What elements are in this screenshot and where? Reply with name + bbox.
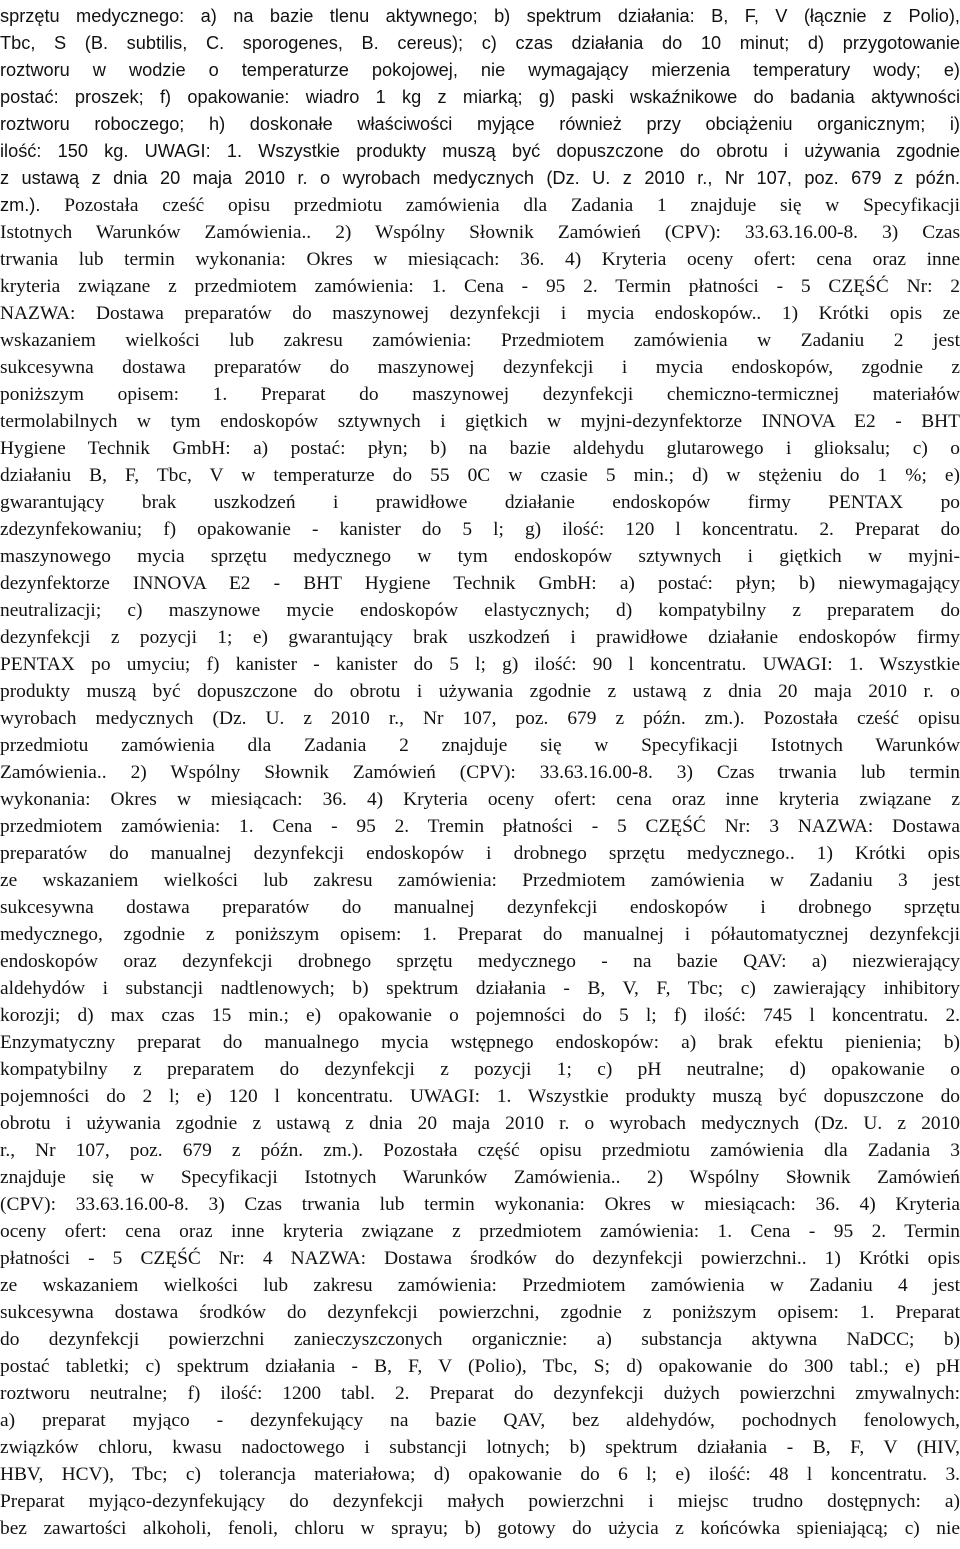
text-line bbox=[0, 273, 960, 300]
text-run-serif: przedmiotu zamówienia dla Zadania 2 znajduje się w Specyfikacji Istotnych Warunków bbox=[0, 735, 960, 756]
text-run-serif: medycznego, zgodnie z poniższym opisem: 1. Preparat do manualnej i półautomatycznej dezynfekcji bbox=[0, 924, 960, 945]
text-run-serif: Zamówienia.. 2) Wspólny Słownik Zamówień (CPV): 33.63.16.00-8. 3) Czas trwania lub termin bbox=[0, 762, 960, 783]
text-run-serif: Preparat myjąco-dezynfekujący do dezynfekcji małych powierzchni i miejsc trudno dostępnych: a) bbox=[0, 1491, 960, 1512]
text-run-serif: znajduje się w Specyfikacji Istotnych Warunków Zamówienia.. 2) Wspólny Słownik Zamówień bbox=[0, 1167, 960, 1188]
text-line bbox=[0, 1002, 960, 1029]
text-line bbox=[0, 1488, 960, 1515]
text-line bbox=[0, 1380, 960, 1407]
text-line bbox=[0, 1083, 960, 1110]
text-run-serif: aldehydów i substancji nadtlenowych; b) spektrum działania - B, V, F, Tbc; c) zawierający inhibitory bbox=[0, 978, 960, 999]
text-run-serif: Enzymatyczny preparat do manualnego mycia wstępnego endoskopów: a) brak efektu pienienia; b) bbox=[0, 1032, 960, 1053]
text-line bbox=[0, 84, 960, 111]
text-run-serif: neutralizacji; c) maszynowe mycie endoskopów elastycznych; d) kompatybilny z preparatem do bbox=[0, 600, 960, 621]
text-run-serif: postać tabletki; c) spektrum działania - B, F, V (Polio), Tbc, S; d) opakowanie do 300 tabl.; e) pH bbox=[0, 1356, 960, 1377]
text-run-sans: roztworu w wodzie o temperaturze pokojowej, nie wymagający mierzenia temperatury wody; e) bbox=[0, 60, 960, 80]
text-line bbox=[0, 1407, 960, 1434]
text-run-serif: kryteria związane z przedmiotem zamówienia: 1. Cena - 95 2. Termin płatności - 5 CZĘŚĆ Nr: 2 bbox=[0, 276, 960, 297]
text-line bbox=[0, 219, 960, 246]
text-line bbox=[0, 1353, 960, 1380]
text-run-sans: postać: proszek; f) opakowanie: wiadro 1 kg z miarką; g) paski wskaźnikowe do badania aktywności bbox=[0, 87, 960, 107]
text-run-serif: poniższym opisem: 1. Preparat do maszynowej dezynfekcji chemiczno-termicznej materiałów bbox=[0, 384, 960, 405]
text-line bbox=[0, 327, 960, 354]
text-line bbox=[0, 1326, 960, 1353]
text-run-serif: Istotnych Warunków Zamówienia.. 2) Wspólny Słownik Zamówień (CPV): 33.63.16.00-8. 3) Czas bbox=[0, 222, 960, 243]
text-run-serif: sukcesywna dostawa preparatów do maszynowej dezynfekcji i mycia endoskopów, zgodnie z bbox=[0, 357, 960, 378]
text-line bbox=[0, 921, 960, 948]
text-run-serif: sukcesywna dostawa środków do dezynfekcji powierzchni, zgodnie z poniższym opisem: 1. Preparat bbox=[0, 1302, 960, 1323]
text-run-serif: wykonania: Okres w miesiącach: 36. 4) Kryteria oceny ofert: cena oraz inne kryteria związane z bbox=[0, 789, 960, 810]
text-line bbox=[0, 894, 960, 921]
text-run-serif: preparatów do manualnej dezynfekcji endoskopów i drobnego sprzętu medycznego.. 1) Krótki opis bbox=[0, 843, 960, 864]
text-run-serif: kompatybilny z preparatem do dezynfekcji z pozycji 1; c) pH neutralne; d) opakowanie o bbox=[0, 1059, 960, 1080]
text-run-serif: ze wskazaniem wielkości lub zakresu zamówienia: Przedmiotem zamówienia w Zadaniu 3 jest bbox=[0, 870, 960, 891]
text-line bbox=[0, 1191, 960, 1218]
text-run-serif: korozji; d) max czas 15 min.; e) opakowanie o pojemności do 5 l; f) ilość: 745 l koncentratu. 2. bbox=[0, 1005, 960, 1026]
text-run-serif: produkty muszą być dopuszczone do obrotu i używania zgodnie z ustawą z dnia 20 maja 2010 r. o bbox=[0, 681, 960, 702]
text-line bbox=[0, 1461, 960, 1488]
text-line bbox=[0, 732, 960, 759]
text-run-serif: związków chloru, kwasu nadoctowego i substancji lotnych; b) spektrum działania - B, F, V (HIV, bbox=[0, 1437, 960, 1458]
text-line bbox=[0, 597, 960, 624]
text-line bbox=[0, 543, 960, 570]
text-line bbox=[0, 624, 960, 651]
text-run-serif: zdezynfekowaniu; f) opakowanie - kanister do 5 l; g) ilość: 120 l koncentratu. 2. Preparat do bbox=[0, 519, 960, 540]
text-run-sans: Tbc, S (B. subtilis, C. sporogenes, B. cereus); c) czas działania do 10 minut; d) przygotowanie bbox=[0, 33, 960, 53]
text-line bbox=[0, 1110, 960, 1137]
text-line bbox=[0, 435, 960, 462]
text-line bbox=[0, 1164, 960, 1191]
text-line bbox=[0, 759, 960, 786]
document-body-text bbox=[0, 3, 960, 1542]
text-line bbox=[0, 1029, 960, 1056]
text-run-sans: z ustawą z dnia 20 maja 2010 r. o wyrobach medycznych (Dz. U. z 2010 r., Nr 107, poz. 679 z późn. bbox=[0, 168, 960, 188]
text-run-sans: roztworu roboczego; h) doskonałe właściwości myjące również przy obciążeniu organicznym; i) bbox=[0, 114, 960, 134]
text-run-sans: sprzętu medycznego: a) na bazie tlenu aktywnego; b) spektrum działania: B, F, V (łącznie z Polio), bbox=[0, 6, 960, 26]
text-run-serif: (CPV): 33.63.16.00-8. 3) Czas trwania lub termin wykonania: Okres w miesiącach: 36. 4) Kryteria bbox=[0, 1194, 960, 1215]
text-run-serif: bez zawartości alkoholi, fenoli, chloru w sprayu; b) gotowy do użycia z końcówka spieniającą; c) nie bbox=[0, 1518, 960, 1539]
text-run-serif: gwarantujący brak uszkodzeń i prawidłowe działanie endoskopów firmy PENTAX po bbox=[0, 492, 960, 513]
text-run-serif: termolabilnych w tym endoskopów sztywnych i giętkich w myjni-dezynfektorze INNOVA E2 - BHT bbox=[0, 411, 960, 432]
text-run-serif: maszynowego mycia sprzętu medycznego w tym endoskopów sztywnych i giętkich w myjni- bbox=[0, 546, 960, 567]
text-run-serif: roztworu neutralne; f) ilość: 1200 tabl. 2. Preparat do dezynfekcji dużych powierzchni zmywalnych: bbox=[0, 1383, 960, 1404]
text-line bbox=[0, 1056, 960, 1083]
text-line bbox=[0, 462, 960, 489]
text-line bbox=[0, 975, 960, 1002]
text-run-serif: wyrobach medycznych (Dz. U. z 2010 r., Nr 107, poz. 679 z późn. zm.). Pozostała cześć opisu bbox=[0, 708, 960, 729]
text-line bbox=[0, 948, 960, 975]
text-run-serif: działaniu B, F, Tbc, V w temperaturze do 55 0C w czasie 5 min.; d) w stężeniu do 1 %; e) bbox=[0, 465, 960, 486]
text-line bbox=[0, 408, 960, 435]
text-line bbox=[0, 570, 960, 597]
text-run-serif: PENTAX po umyciu; f) kanister - kanister do 5 l; g) ilość: 90 l koncentratu. UWAGI: 1. Wszystkie bbox=[0, 654, 960, 675]
text-line bbox=[0, 3, 960, 30]
text-line bbox=[0, 516, 960, 543]
text-line bbox=[0, 111, 960, 138]
text-run-serif: endoskopów oraz dezynfekcji drobnego sprzętu medycznego - na bazie QAV: a) niezwierający bbox=[0, 951, 960, 972]
text-run-serif: wskazaniem wielkości lub zakresu zamówienia: Przedmiotem zamówienia w Zadaniu 2 jest bbox=[0, 330, 960, 351]
text-run-serif: obrotu i używania zgodnie z ustawą z dnia 20 maja 2010 r. o wyrobach medycznych (Dz. U. z 2010 bbox=[0, 1113, 960, 1134]
text-line bbox=[0, 813, 960, 840]
text-run-serif: płatności - 5 CZĘŚĆ Nr: 4 NAZWA: Dostawa środków do dezynfekcji powierzchni.. 1) Krótki opis bbox=[0, 1248, 960, 1269]
text-line bbox=[0, 840, 960, 867]
text-line bbox=[0, 57, 960, 84]
text-line bbox=[0, 192, 960, 219]
text-line bbox=[0, 354, 960, 381]
text-run-serif: oceny ofert: cena oraz inne kryteria związane z przedmiotem zamówienia: 1. Cena - 95 2. Termin bbox=[0, 1221, 960, 1242]
text-run-serif: ze wskazaniem wielkości lub zakresu zamówienia: Przedmiotem zamówienia w Zadaniu 4 jest bbox=[0, 1275, 960, 1296]
text-line bbox=[0, 381, 960, 408]
text-line bbox=[0, 246, 960, 273]
text-run-serif: dezynfektorze INNOVA E2 - BHT Hygiene Technik GmbH: a) postać: płyn; b) niewymagający bbox=[0, 573, 960, 594]
text-run-serif: Pozostała cześć opisu przedmiotu zamówienia dla Zadania 1 znajduje się w Specyfikacji bbox=[64, 195, 960, 216]
text-run-sans: ilość: 150 kg. UWAGI: 1. Wszystkie produkty muszą być dopuszczone do obrotu i używania zgodnie bbox=[0, 141, 960, 161]
text-run-serif: Hygiene Technik GmbH: a) postać: płyn; b) na bazie aldehydu glutarowego i glioksalu; c) o bbox=[0, 438, 960, 459]
text-line bbox=[0, 138, 960, 165]
text-line bbox=[0, 1434, 960, 1461]
text-line bbox=[0, 678, 960, 705]
text-run-serif: r., Nr 107, poz. 679 z późn. zm.). Pozostała część opisu przedmiotu zamówienia dla Zadania 3 bbox=[0, 1140, 960, 1161]
text-run-serif: sukcesywna dostawa preparatów do manualnej dezynfekcji endoskopów i drobnego sprzętu bbox=[0, 897, 960, 918]
text-run-serif: HBV, HCV), Tbc; c) tolerancja materiałowa; d) opakowanie do 6 l; e) ilość: 48 l koncentratu. 3. bbox=[0, 1464, 960, 1485]
text-line bbox=[0, 867, 960, 894]
text-run-serif: dezynfekcji z pozycji 1; e) gwarantujący brak uszkodzeń i prawidłowe działanie endoskopów firmy bbox=[0, 627, 960, 648]
text-line bbox=[0, 1218, 960, 1245]
text-line bbox=[0, 1272, 960, 1299]
text-line bbox=[0, 786, 960, 813]
text-line bbox=[0, 489, 960, 516]
text-line bbox=[0, 705, 960, 732]
text-line bbox=[0, 1137, 960, 1164]
text-line bbox=[0, 165, 960, 192]
text-line bbox=[0, 300, 960, 327]
text-line bbox=[0, 651, 960, 678]
text-run-sans: zm.). bbox=[0, 195, 41, 215]
text-line bbox=[0, 1515, 960, 1542]
text-run-serif: przedmiotem zamówienia: 1. Cena - 95 2. Tremin płatności - 5 CZĘŚĆ Nr: 3 NAZWA: Dostawa bbox=[0, 816, 960, 837]
text-line bbox=[0, 30, 960, 57]
text-run-serif: do dezynfekcji powierzchni zanieczyszczonych organicznie: a) substancja aktywna NaDCC; b) bbox=[0, 1329, 960, 1350]
text-run-serif: trwania lub termin wykonania: Okres w miesiącach: 36. 4) Kryteria oceny ofert: cena oraz inne bbox=[0, 249, 960, 270]
text-line bbox=[0, 1299, 960, 1326]
text-line bbox=[0, 1245, 960, 1272]
text-run-serif: NAZWA: Dostawa preparatów do maszynowej dezynfekcji i mycia endoskopów.. 1) Krótki opis ze bbox=[0, 303, 960, 324]
text-run-serif: pojemności do 2 l; e) 120 l koncentratu. UWAGI: 1. Wszystkie produkty muszą być dopuszczone do bbox=[0, 1086, 960, 1107]
text-run-serif: a) preparat myjąco - dezynfekujący na bazie QAV, bez aldehydów, pochodnych fenolowych, bbox=[0, 1410, 960, 1431]
